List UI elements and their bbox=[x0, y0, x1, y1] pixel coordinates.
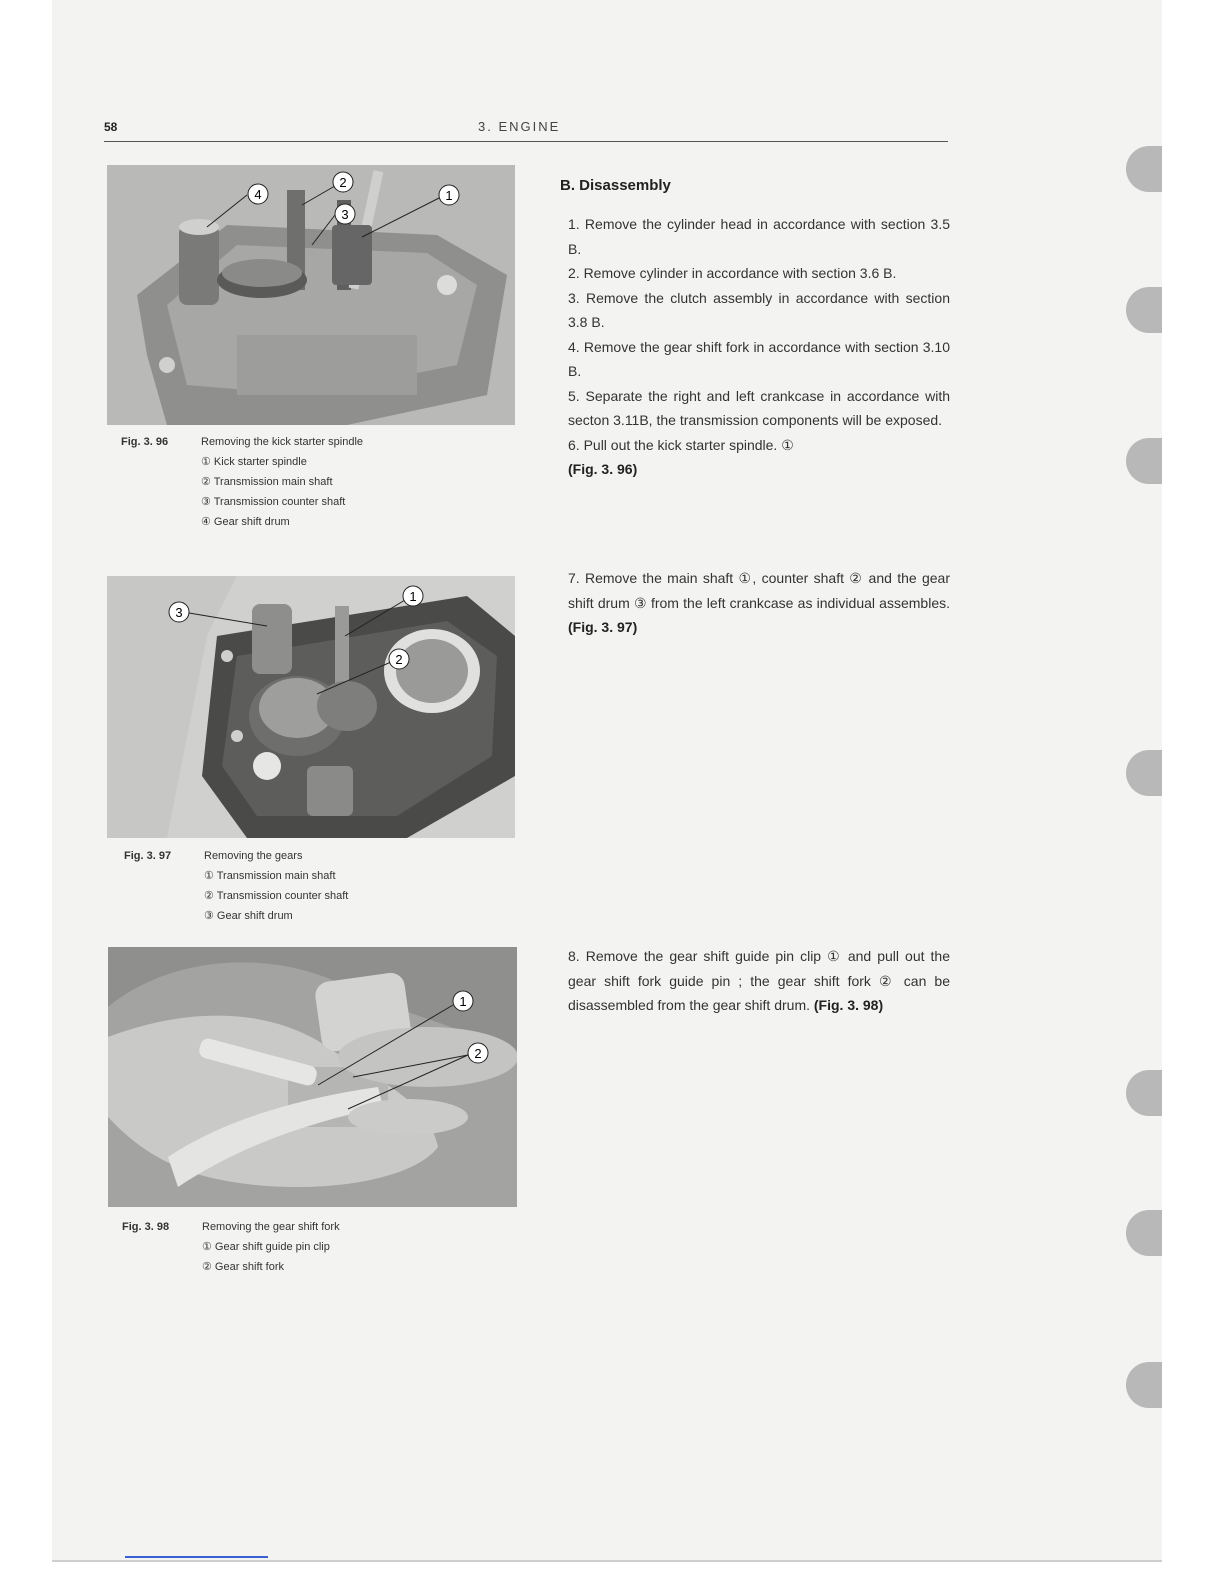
figure-reference: (Fig. 3. 98) bbox=[813, 997, 884, 1013]
chapter-title: 3. ENGINE bbox=[478, 119, 561, 134]
callout-2: 2 bbox=[339, 175, 347, 190]
caption-item: ③ Transmission counter shaft bbox=[201, 496, 346, 508]
step-text: 6. Pull out the kick starter spindle. ① bbox=[568, 436, 794, 453]
step-5: 5. Separate the right and left crankcase in accordance with secton 3.11B, the transmission components will be exposed. bbox=[568, 387, 950, 428]
figure-reference: (Fig. 3. 96) bbox=[568, 461, 638, 477]
scan-margin-right bbox=[1162, 0, 1224, 1584]
figure-reference: (Fig. 3. 97) bbox=[568, 619, 638, 635]
step-7 bbox=[568, 566, 950, 640]
page-bottom-edge bbox=[52, 1560, 1162, 1562]
scan-margin-bottom bbox=[0, 1562, 1224, 1584]
callout-1: 1 bbox=[445, 188, 453, 203]
step-text: 8. Remove the gear shift guide pin clip ① and pull out the gear shift fork guide pin ; the gear shift fork ② can be disassembled from the gear shift drum. bbox=[568, 948, 950, 1013]
steps-group-2 bbox=[568, 566, 950, 640]
steps-group-3 bbox=[568, 944, 950, 1018]
figure-number: Fig. 3. 96 bbox=[121, 436, 169, 448]
page-number: 58 bbox=[104, 120, 118, 134]
callout-2: 2 bbox=[474, 1046, 482, 1061]
caption-title: Removing the gears bbox=[204, 850, 303, 862]
section-title: B. Disassembly bbox=[560, 177, 671, 194]
caption-item: ① Gear shift guide pin clip bbox=[202, 1241, 330, 1253]
callout-3: 3 bbox=[175, 605, 183, 620]
caption-title: Removing the gear shift fork bbox=[202, 1221, 340, 1233]
step-3: 3. Remove the clutch assembly in accordance with section 3.8 B. bbox=[568, 289, 950, 330]
callout-2: 2 bbox=[395, 652, 403, 667]
callout-4: 4 bbox=[254, 187, 262, 202]
step-8 bbox=[568, 944, 950, 1018]
caption-item: ② Transmission counter shaft bbox=[204, 890, 349, 902]
caption-item: ③ Gear shift drum bbox=[204, 910, 293, 922]
scan-margin-left bbox=[0, 0, 52, 1584]
callout-1: 1 bbox=[459, 994, 467, 1009]
caption-item: ① Kick starter spindle bbox=[201, 456, 307, 468]
step-1: 1. Remove the cylinder head in accordance with section 3.5 B. bbox=[568, 216, 950, 257]
caption-item: ① Transmission main shaft bbox=[204, 870, 336, 882]
bottom-link-rule bbox=[125, 1556, 268, 1558]
callout-3: 3 bbox=[341, 207, 349, 222]
callout-1: 1 bbox=[409, 589, 417, 604]
caption-item: ④ Gear shift drum bbox=[201, 516, 290, 528]
figure-number: Fig. 3. 97 bbox=[124, 850, 172, 862]
figure-3-97-photo bbox=[107, 576, 515, 838]
step-4: 4. Remove the gear shift fork in accordance with section 3.10 B. bbox=[568, 338, 950, 379]
figure-3-98-photo bbox=[108, 947, 517, 1207]
caption-item: ② Transmission main shaft bbox=[201, 476, 333, 488]
header-rule bbox=[104, 141, 948, 142]
caption-title: Removing the kick starter spindle bbox=[201, 436, 364, 448]
step-6 bbox=[568, 433, 950, 482]
caption-item: ② Gear shift fork bbox=[202, 1261, 284, 1273]
figure-3-96-photo bbox=[107, 165, 515, 425]
step-text: 7. Remove the main shaft ①, counter shaft ② and the gear shift drum ③ from the left crankcase as individual assembles. bbox=[568, 570, 950, 611]
figure-number: Fig. 3. 98 bbox=[122, 1221, 170, 1233]
step-2: 2. Remove cylinder in accordance with section 3.6 B. bbox=[568, 265, 897, 281]
steps-group-1 bbox=[568, 212, 950, 482]
